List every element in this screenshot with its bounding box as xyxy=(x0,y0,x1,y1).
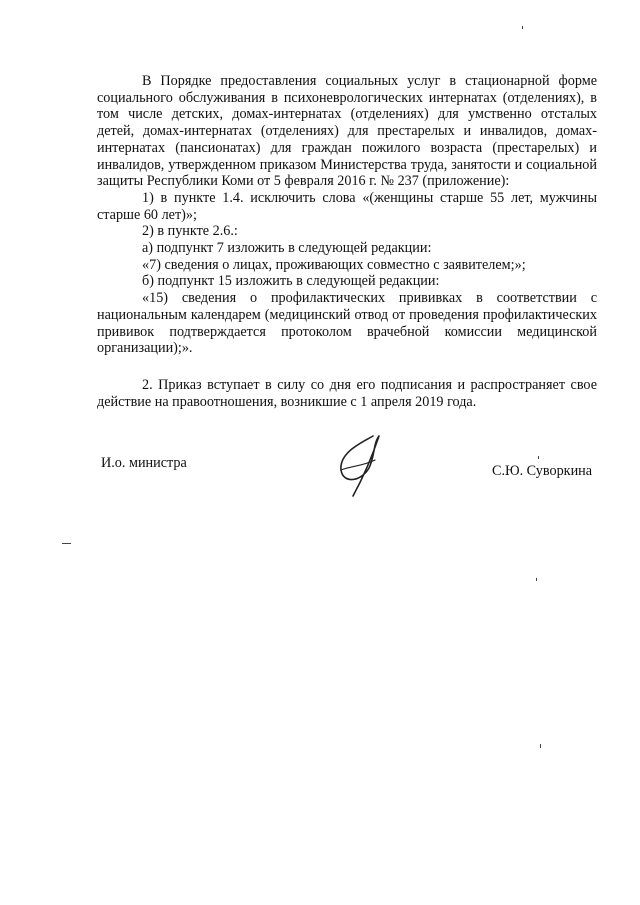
scan-speck xyxy=(538,456,539,459)
scan-speck xyxy=(536,578,537,581)
scan-speck xyxy=(522,26,523,29)
paragraph-subitem-b-text: «15) сведения о профилактических прививках в соответствии с национальным календарем (медицинский отвод от проведения профилактических прививок подтверждается протоколом врачебной комиссии медицинской организации);». xyxy=(97,290,597,357)
paragraph-item-1: 1) в пункте 1.4. исключить слова «(женщины старше 55 лет, мужчины старше 60 лет)»; xyxy=(97,189,597,223)
signatory-role: И.о. министра xyxy=(101,455,187,471)
paragraph-intro: В Порядке предоставления социальных услуг в стационарной форме социального обслуживания в психоневрологических интернатах (отделениях), в том числе детских, домах-интернатах (отделениях) для умственно отсталых детей, домах-интернатах (отделениях) для престарелых и инвалидов, домах-интернатах (пансионатах) для граждан пожилого возраста (престарелых) и инвалидов, утвержденном приказом Министерства труда, занятости и социальной защиты Республики Коми от 5 февраля 2016 г. № 237 (приложение): xyxy=(97,73,597,190)
handwritten-signature xyxy=(333,430,393,500)
scan-speck xyxy=(62,543,71,544)
paragraph-item-2: 2) в пункте 2.6.: xyxy=(142,223,238,240)
document-body xyxy=(97,73,597,410)
paragraph-subitem-a: а) подпункт 7 изложить в следующей редакции: xyxy=(142,240,432,257)
paragraph-effective-date: 2. Приказ вступает в силу со дня его подписания и распространяет свое действие на правоотношения, возникшие с 1 апреля 2019 года. xyxy=(97,376,597,410)
scan-speck xyxy=(540,744,541,748)
paragraph-subitem-b: б) подпункт 15 изложить в следующей редакции: xyxy=(142,273,440,290)
spacer xyxy=(97,357,597,377)
signatory-name: С.Ю. Суворкина xyxy=(492,463,593,479)
paragraph-subitem-a-text: «7) сведения о лицах, проживающих совместно с заявителем;»; xyxy=(142,256,526,273)
